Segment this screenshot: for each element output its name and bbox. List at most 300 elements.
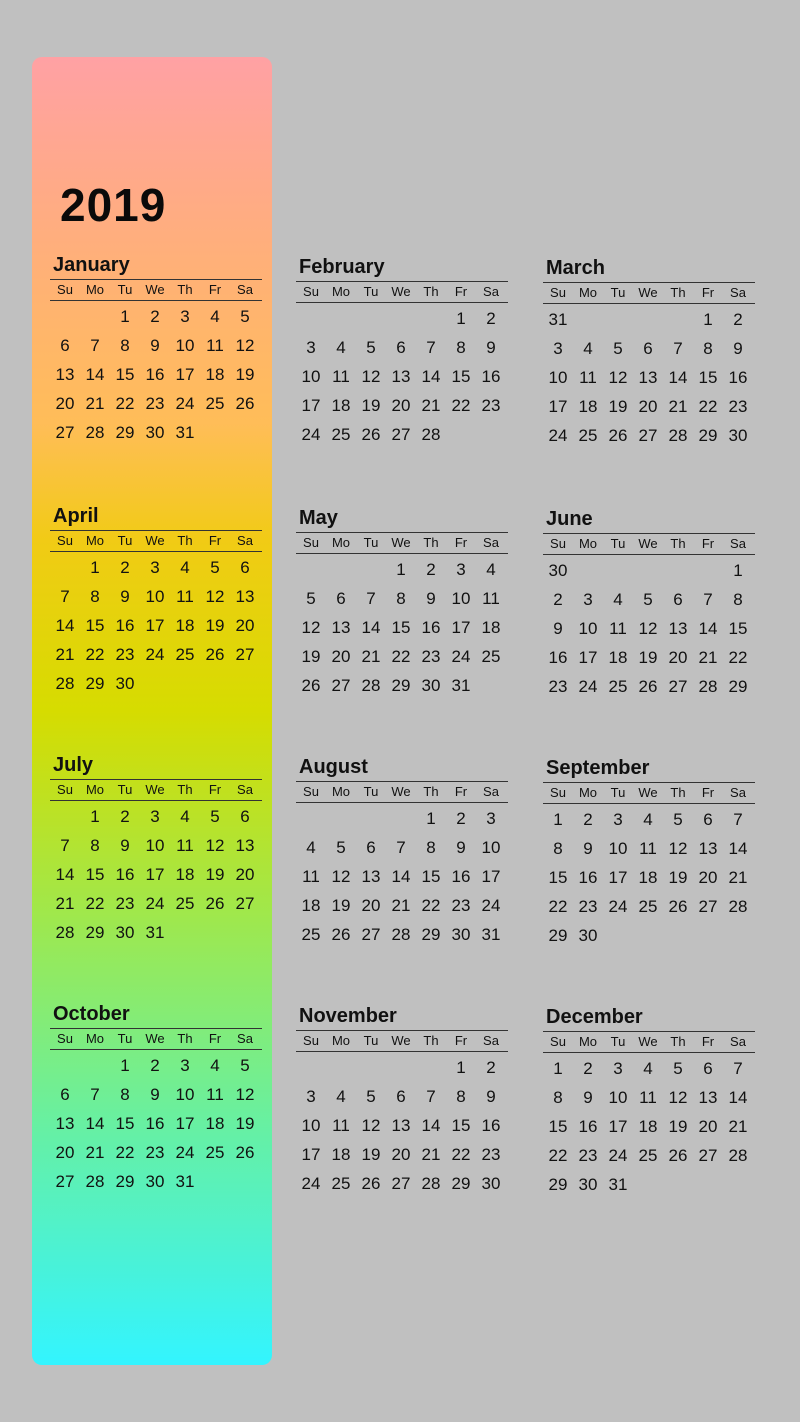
empty-day-cell <box>356 304 386 333</box>
day-cell: 11 <box>579 368 597 387</box>
month-name: August <box>299 756 368 778</box>
weekday-label: Th <box>670 1034 686 1049</box>
day-cell: 30 <box>421 676 441 695</box>
day-cell: 2 <box>456 809 466 828</box>
weekday-label: Th <box>670 785 686 800</box>
day-grid <box>50 1051 262 1196</box>
day-cell: 28 <box>698 677 718 696</box>
weekday-label: Mo <box>85 282 105 297</box>
weekday-label: Mo <box>331 284 351 299</box>
day-cell: 24 <box>608 1146 628 1165</box>
weekday-label: Su <box>550 1034 566 1049</box>
day-cell: 24 <box>578 677 598 696</box>
weekday-header <box>543 782 755 804</box>
day-cell: 21 <box>728 868 748 887</box>
day-cell: 2 <box>120 807 130 826</box>
empty-day-cell <box>230 669 260 698</box>
day-cell: 2 <box>553 590 563 609</box>
day-cell: 3 <box>613 810 623 829</box>
day-cell: 4 <box>336 1087 346 1106</box>
month-june <box>543 506 755 701</box>
day-cell: 8 <box>120 1085 130 1104</box>
day-cell: 23 <box>421 647 441 666</box>
day-cell: 4 <box>210 1056 220 1075</box>
day-cell: 22 <box>548 897 568 916</box>
day-cell: 4 <box>210 307 220 326</box>
day-cell: 24 <box>451 647 471 666</box>
day-grid <box>50 802 262 947</box>
weekday-label: Su <box>57 1031 73 1046</box>
empty-day-cell <box>446 420 476 449</box>
day-cell: 13 <box>55 365 75 384</box>
day-cell: 13 <box>698 1088 718 1107</box>
day-cell: 15 <box>728 619 748 638</box>
day-cell: 7 <box>60 587 70 606</box>
day-cell: 5 <box>240 307 250 326</box>
weekday-label: Tu <box>363 284 379 299</box>
empty-day-cell <box>386 804 416 833</box>
weekday-label: Tu <box>117 782 133 797</box>
day-cell: 2 <box>486 1058 496 1077</box>
day-cell: 27 <box>361 925 381 944</box>
empty-day-cell <box>693 921 723 950</box>
empty-day-cell <box>200 669 230 698</box>
day-cell: 15 <box>451 1116 471 1135</box>
empty-day-cell <box>140 669 170 698</box>
day-cell: 11 <box>332 367 350 386</box>
day-cell: 18 <box>175 616 195 635</box>
day-cell: 26 <box>608 426 628 445</box>
weekday-label: We <box>638 285 658 300</box>
day-cell: 29 <box>391 676 411 695</box>
day-cell: 29 <box>548 926 568 945</box>
day-cell: 29 <box>548 1175 568 1194</box>
day-cell: 23 <box>578 897 598 916</box>
empty-day-cell <box>326 804 356 833</box>
day-cell: 2 <box>120 558 130 577</box>
day-cell: 25 <box>331 425 351 444</box>
empty-day-cell <box>296 304 326 333</box>
day-cell: 5 <box>210 558 220 577</box>
day-cell: 31 <box>608 1175 628 1194</box>
day-cell: 19 <box>668 1117 688 1136</box>
day-cell: 23 <box>115 645 135 664</box>
day-cell: 25 <box>205 1143 225 1162</box>
day-cell: 22 <box>548 1146 568 1165</box>
day-cell: 11 <box>482 589 500 608</box>
day-cell: 28 <box>391 925 411 944</box>
empty-day-cell <box>50 802 80 831</box>
day-cell: 18 <box>175 865 195 884</box>
day-cell: 3 <box>613 1059 623 1078</box>
day-cell: 11 <box>302 867 320 886</box>
day-cell: 24 <box>548 426 568 445</box>
day-cell: 13 <box>331 618 351 637</box>
weekday-label: Fr <box>208 1031 222 1046</box>
day-cell: 8 <box>396 589 406 608</box>
day-cell: 21 <box>85 1143 105 1162</box>
weekday-label: Fr <box>701 285 715 300</box>
day-cell: 1 <box>733 561 743 580</box>
weekday-label: Su <box>303 1033 319 1048</box>
day-cell: 9 <box>486 1087 496 1106</box>
empty-day-cell <box>356 804 386 833</box>
weekday-label: Sa <box>483 784 499 799</box>
day-cell: 7 <box>396 838 406 857</box>
day-cell: 26 <box>668 897 688 916</box>
day-cell: 23 <box>481 396 501 415</box>
day-cell: 22 <box>421 896 441 915</box>
day-cell: 9 <box>456 838 466 857</box>
day-cell: 3 <box>456 560 466 579</box>
day-cell: 26 <box>235 1143 255 1162</box>
day-cell: 18 <box>578 397 598 416</box>
day-cell: 22 <box>115 1143 135 1162</box>
month-name: June <box>546 508 593 530</box>
day-cell: 13 <box>55 1114 75 1133</box>
weekday-label: Tu <box>610 285 626 300</box>
day-cell: 24 <box>175 1143 195 1162</box>
day-cell: 25 <box>608 677 628 696</box>
day-cell: 5 <box>210 807 220 826</box>
day-cell: 27 <box>391 1174 411 1193</box>
weekday-header <box>50 279 262 301</box>
day-cell: 1 <box>456 309 466 328</box>
weekday-label: Th <box>670 285 686 300</box>
weekday-label: Fr <box>208 282 222 297</box>
day-cell: 18 <box>205 365 225 384</box>
empty-day-cell <box>170 669 200 698</box>
day-cell: 10 <box>481 838 501 857</box>
day-cell: 28 <box>728 1146 748 1165</box>
day-cell: 21 <box>361 647 381 666</box>
day-cell: 25 <box>175 645 195 664</box>
day-cell: 17 <box>145 865 165 884</box>
day-cell: 16 <box>548 648 568 667</box>
day-cell: 15 <box>115 365 135 384</box>
day-cell: 17 <box>578 648 598 667</box>
day-cell: 20 <box>361 896 381 915</box>
day-cell: 17 <box>608 868 628 887</box>
day-cell: 14 <box>85 1114 105 1133</box>
weekday-label: Mo <box>578 785 598 800</box>
day-cell: 15 <box>548 868 568 887</box>
day-cell: 16 <box>578 1117 598 1136</box>
day-cell: 29 <box>115 423 135 442</box>
weekday-label: We <box>391 284 411 299</box>
weekday-label: Th <box>423 535 439 550</box>
day-cell: 13 <box>698 839 718 858</box>
day-cell: 8 <box>120 336 130 355</box>
day-cell: 28 <box>421 1174 441 1193</box>
empty-day-cell <box>663 921 693 950</box>
day-cell: 20 <box>698 1117 718 1136</box>
day-cell: 6 <box>240 807 250 826</box>
day-cell: 13 <box>235 587 255 606</box>
day-cell: 4 <box>180 807 190 826</box>
weekday-label: Su <box>57 782 73 797</box>
weekday-label: We <box>638 536 658 551</box>
weekday-label: Mo <box>578 536 598 551</box>
day-cell: 28 <box>85 423 105 442</box>
day-cell: 7 <box>733 810 743 829</box>
day-cell: 21 <box>421 396 441 415</box>
empty-day-cell <box>50 1051 80 1080</box>
day-cell: 25 <box>331 1174 351 1193</box>
day-cell: 19 <box>331 896 351 915</box>
weekday-label: Mo <box>331 535 351 550</box>
day-cell: 30 <box>481 1174 501 1193</box>
day-cell: 22 <box>391 647 411 666</box>
month-name: May <box>299 507 338 529</box>
weekday-label: Tu <box>117 282 133 297</box>
day-cell: 7 <box>60 836 70 855</box>
weekday-label: We <box>145 782 165 797</box>
weekday-label: Mo <box>85 1031 105 1046</box>
day-cell: 13 <box>391 1116 411 1135</box>
day-cell: 14 <box>361 618 381 637</box>
empty-day-cell <box>296 804 326 833</box>
empty-day-cell <box>416 1053 446 1082</box>
day-cell: 12 <box>235 1085 255 1104</box>
day-cell: 10 <box>578 619 598 638</box>
day-cell: 18 <box>638 868 658 887</box>
month-name: November <box>299 1005 397 1027</box>
day-cell: 27 <box>55 1172 75 1191</box>
month-march <box>543 255 755 450</box>
day-cell: 18 <box>205 1114 225 1133</box>
day-cell: 31 <box>481 925 501 944</box>
weekday-label: Sa <box>237 282 253 297</box>
day-cell: 23 <box>145 1143 165 1162</box>
day-cell: 1 <box>90 558 100 577</box>
day-cell: 16 <box>115 616 135 635</box>
day-cell: 9 <box>486 338 496 357</box>
weekday-label: Mo <box>85 782 105 797</box>
day-cell: 15 <box>391 618 411 637</box>
day-cell: 12 <box>205 587 225 606</box>
day-cell: 20 <box>331 647 351 666</box>
day-cell: 16 <box>578 868 598 887</box>
day-cell: 6 <box>366 838 376 857</box>
weekday-label: Tu <box>610 536 626 551</box>
day-cell: 16 <box>145 365 165 384</box>
day-cell: 14 <box>85 365 105 384</box>
day-cell: 7 <box>426 338 436 357</box>
weekday-label: Sa <box>730 785 746 800</box>
weekday-header <box>50 779 262 801</box>
weekday-label: Th <box>423 1033 439 1048</box>
day-cell: 10 <box>301 1116 321 1135</box>
empty-day-cell <box>573 556 603 585</box>
day-cell: 12 <box>638 619 658 638</box>
empty-day-cell <box>356 555 386 584</box>
month-october <box>50 1001 262 1196</box>
day-cell: 20 <box>235 616 255 635</box>
day-cell: 25 <box>481 647 501 666</box>
day-cell: 17 <box>608 1117 628 1136</box>
weekday-header <box>296 281 508 303</box>
weekday-label: We <box>145 533 165 548</box>
day-cell: 31 <box>145 923 165 942</box>
day-cell: 9 <box>120 587 130 606</box>
day-cell: 6 <box>396 338 406 357</box>
day-cell: 5 <box>366 1087 376 1106</box>
day-cell: 4 <box>583 339 593 358</box>
day-cell: 7 <box>673 339 683 358</box>
day-cell: 30 <box>115 674 135 693</box>
empty-day-cell <box>200 918 230 947</box>
day-cell: 16 <box>451 867 471 886</box>
day-grid <box>296 1053 508 1198</box>
empty-day-cell <box>170 918 200 947</box>
weekday-label: Th <box>177 1031 193 1046</box>
day-cell: 5 <box>306 589 316 608</box>
weekday-label: Tu <box>117 533 133 548</box>
day-cell: 12 <box>361 1116 381 1135</box>
day-cell: 5 <box>673 1059 683 1078</box>
day-cell: 6 <box>240 558 250 577</box>
day-cell: 13 <box>361 867 381 886</box>
weekday-label: Th <box>670 536 686 551</box>
day-cell: 2 <box>150 1056 160 1075</box>
weekday-label: Th <box>423 284 439 299</box>
day-cell: 15 <box>85 616 105 635</box>
empty-day-cell <box>80 302 110 331</box>
day-cell: 11 <box>206 1085 224 1104</box>
day-cell: 3 <box>150 807 160 826</box>
empty-day-cell <box>50 553 80 582</box>
day-cell: 16 <box>728 368 748 387</box>
day-cell: 8 <box>426 838 436 857</box>
day-cell: 19 <box>301 647 321 666</box>
day-cell: 22 <box>698 397 718 416</box>
day-cell: 5 <box>673 810 683 829</box>
month-september <box>543 755 755 950</box>
day-cell: 26 <box>205 894 225 913</box>
day-cell: 30 <box>145 1172 165 1191</box>
day-cell: 6 <box>643 339 653 358</box>
empty-day-cell <box>693 556 723 585</box>
day-cell: 16 <box>115 865 135 884</box>
day-cell: 26 <box>331 925 351 944</box>
day-cell: 26 <box>235 394 255 413</box>
day-cell: 24 <box>608 897 628 916</box>
day-cell: 7 <box>426 1087 436 1106</box>
day-cell: 23 <box>145 394 165 413</box>
empty-day-cell <box>633 556 663 585</box>
day-cell: 12 <box>301 618 321 637</box>
month-name: January <box>53 254 130 276</box>
day-cell: 10 <box>145 587 165 606</box>
weekday-label: Mo <box>331 1033 351 1048</box>
day-cell: 23 <box>481 1145 501 1164</box>
weekday-header <box>296 781 508 803</box>
day-cell: 20 <box>638 397 658 416</box>
weekday-label: We <box>638 1034 658 1049</box>
day-cell: 30 <box>728 426 748 445</box>
day-cell: 27 <box>698 897 718 916</box>
day-cell: 23 <box>548 677 568 696</box>
day-cell: 5 <box>643 590 653 609</box>
empty-day-cell <box>603 921 633 950</box>
weekday-label: Tu <box>363 784 379 799</box>
weekday-label: Su <box>57 282 73 297</box>
day-cell: 2 <box>486 309 496 328</box>
day-cell: 8 <box>703 339 713 358</box>
empty-day-cell <box>633 921 663 950</box>
weekday-label: Tu <box>363 1033 379 1048</box>
weekday-label: Fr <box>701 785 715 800</box>
weekday-label: Th <box>177 533 193 548</box>
day-cell: 3 <box>180 1056 190 1075</box>
day-cell: 5 <box>240 1056 250 1075</box>
day-cell: 28 <box>421 425 441 444</box>
day-cell: 25 <box>175 894 195 913</box>
day-cell: 10 <box>301 367 321 386</box>
day-cell: 24 <box>301 425 321 444</box>
day-cell: 13 <box>638 368 658 387</box>
empty-day-cell <box>573 305 603 334</box>
day-cell: 20 <box>391 1145 411 1164</box>
day-cell: 17 <box>548 397 568 416</box>
day-cell: 2 <box>583 810 593 829</box>
day-cell: 6 <box>703 1059 713 1078</box>
empty-day-cell <box>356 1053 386 1082</box>
day-cell: 27 <box>235 645 255 664</box>
day-cell: 10 <box>451 589 471 608</box>
day-cell: 26 <box>638 677 658 696</box>
day-cell: 11 <box>639 1088 657 1107</box>
day-cell: 21 <box>668 397 688 416</box>
day-cell: 31 <box>175 423 195 442</box>
day-cell: 22 <box>115 394 135 413</box>
weekday-label: Su <box>550 536 566 551</box>
day-cell: 7 <box>366 589 376 608</box>
day-cell: 4 <box>306 838 316 857</box>
day-cell: 21 <box>421 1145 441 1164</box>
day-cell: 3 <box>306 338 316 357</box>
day-grid <box>543 556 755 701</box>
weekday-label: Sa <box>237 533 253 548</box>
weekday-label: We <box>145 282 165 297</box>
month-may <box>296 505 508 700</box>
day-cell: 29 <box>698 426 718 445</box>
day-cell: 26 <box>301 676 321 695</box>
day-cell: 7 <box>90 336 100 355</box>
day-cell: 29 <box>115 1172 135 1191</box>
day-cell: 21 <box>728 1117 748 1136</box>
day-cell: 19 <box>235 1114 255 1133</box>
day-cell: 17 <box>175 365 195 384</box>
day-cell: 20 <box>55 1143 75 1162</box>
empty-day-cell <box>723 921 753 950</box>
day-cell: 5 <box>336 838 346 857</box>
weekday-label: Mo <box>85 533 105 548</box>
weekday-label: Sa <box>237 782 253 797</box>
empty-day-cell <box>50 302 80 331</box>
day-cell: 16 <box>421 618 441 637</box>
empty-day-cell <box>603 556 633 585</box>
day-cell: 14 <box>668 368 688 387</box>
day-cell: 9 <box>553 619 563 638</box>
day-cell: 22 <box>85 894 105 913</box>
weekday-label: Fr <box>701 536 715 551</box>
day-cell: 6 <box>396 1087 406 1106</box>
day-cell: 9 <box>426 589 436 608</box>
weekday-label: Fr <box>701 1034 715 1049</box>
day-cell: 16 <box>481 1116 501 1135</box>
